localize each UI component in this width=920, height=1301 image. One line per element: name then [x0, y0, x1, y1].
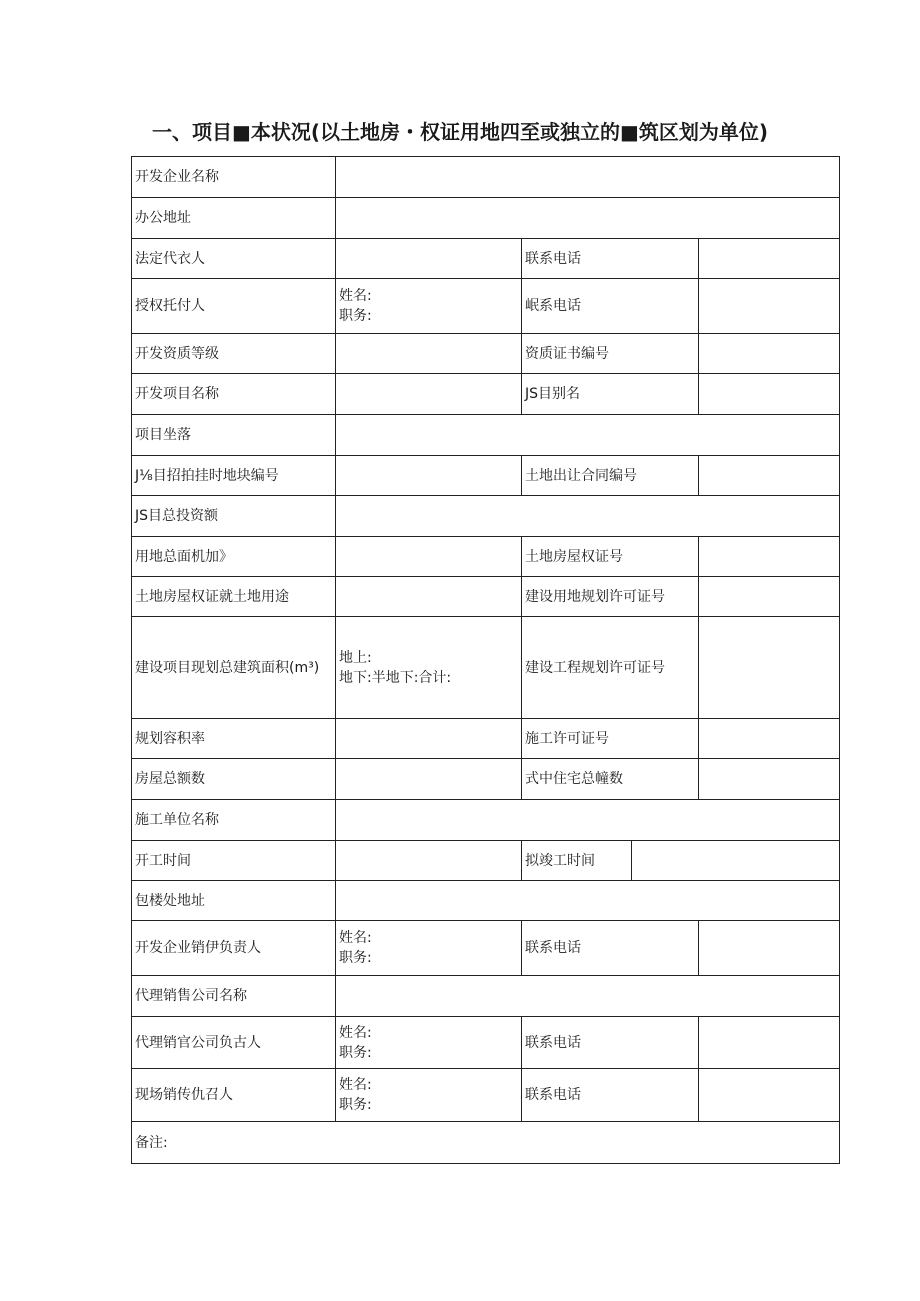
position-label: 职务:: [339, 308, 372, 324]
value-authorized-agent[interactable]: [336, 279, 522, 334]
table-row: [132, 617, 840, 719]
label-completion-date: 拟竣工时间: [522, 841, 632, 881]
name-label: 姓名:: [339, 930, 372, 946]
project-info-form: [131, 156, 840, 1164]
value-qualification-level[interactable]: [336, 334, 522, 374]
label-project-location: 项目坐落: [132, 415, 336, 456]
value-legal-rep[interactable]: [336, 239, 522, 279]
label-legal-rep: 法定代衣人: [132, 239, 336, 279]
label-project-alias: JS目别名: [522, 374, 699, 415]
table-row: [132, 456, 840, 496]
value-qualification-cert-no[interactable]: [699, 334, 840, 374]
table-row: [132, 881, 840, 921]
value-developer-name[interactable]: [336, 157, 840, 198]
value-agency-name[interactable]: [336, 976, 840, 1017]
area-above-label: 地上:: [339, 649, 372, 666]
value-site-sales-phone[interactable]: [699, 1069, 840, 1122]
table-row: [132, 841, 840, 881]
label-land-contract-no: 土地出让合同编号: [522, 456, 699, 496]
label-developer-name: 开发企业名称: [132, 157, 336, 198]
name-label: 姓名:: [339, 1024, 372, 1041]
label-contractor-name: 施工单位名称: [132, 800, 336, 841]
label-office-address: 办公地址: [132, 198, 336, 239]
value-land-planning-permit[interactable]: [699, 577, 840, 617]
value-legal-rep-phone[interactable]: [699, 239, 840, 279]
label-total-houses: 房屋总额数: [132, 759, 336, 800]
value-sales-head[interactable]: [336, 921, 522, 976]
label-site-sales-phone: 联系电话: [522, 1069, 699, 1122]
value-residential-buildings[interactable]: [699, 759, 840, 800]
label-start-date: 开工时间: [132, 841, 336, 881]
label-project-name: 开发项目名称: [132, 374, 336, 415]
label-agency-head: 代理销官公司负古人: [132, 1017, 336, 1069]
value-completion-date[interactable]: [632, 841, 840, 881]
value-plot-ratio[interactable]: [336, 719, 522, 759]
table-row: [132, 157, 840, 198]
table-row: [132, 374, 840, 415]
name-label: 姓名:: [339, 288, 372, 304]
table-row: [132, 239, 840, 279]
table-row: [132, 1122, 840, 1164]
value-site-sales-convener[interactable]: [336, 1069, 522, 1122]
name-label: 姓名:: [339, 1077, 372, 1093]
table-row: [132, 334, 840, 374]
label-project-planning-permit: 建设工程规划许可证号: [522, 617, 699, 719]
label-land-cert-no: 土地房屋权证号: [522, 537, 699, 577]
label-sales-head-phone: 联系电话: [522, 921, 699, 976]
value-agent-phone[interactable]: [699, 279, 840, 334]
value-total-houses[interactable]: [336, 759, 522, 800]
value-project-planning-permit[interactable]: [699, 617, 840, 719]
label-sales-office-address: 包楼处地址: [132, 881, 336, 921]
value-sales-office-address[interactable]: [336, 881, 840, 921]
label-auction-plot-no: J⅛目招拍挂时地块编号: [132, 456, 336, 496]
label-land-use: 土地房屋权证就土地用途: [132, 577, 336, 617]
label-land-planning-permit: 建设用地规划许可证号: [522, 577, 699, 617]
value-land-use[interactable]: [336, 577, 522, 617]
label-plot-ratio: 规划容积率: [132, 719, 336, 759]
value-land-cert-no[interactable]: [699, 537, 840, 577]
table-row: [132, 976, 840, 1017]
table-row: [132, 496, 840, 537]
table-row: [132, 921, 840, 976]
value-project-name[interactable]: [336, 374, 522, 415]
label-total-investment: JS目总投资额: [132, 496, 336, 537]
value-office-address[interactable]: [336, 198, 840, 239]
label-legal-rep-phone: 联系电话: [522, 239, 699, 279]
label-authorized-agent: 授权托付人: [132, 279, 336, 334]
remarks-field[interactable]: 备注:: [132, 1122, 840, 1164]
value-total-floor-area[interactable]: [336, 617, 522, 719]
value-agency-head[interactable]: [336, 1017, 522, 1069]
position-label: 职务:: [339, 1097, 372, 1113]
table-row: [132, 198, 840, 239]
table-row: [132, 537, 840, 577]
position-label: 职务:: [339, 1044, 372, 1061]
label-construction-permit: 施工许可证号: [522, 719, 699, 759]
table-row: [132, 1069, 840, 1122]
value-project-location[interactable]: [336, 415, 840, 456]
table-row: [132, 759, 840, 800]
value-project-alias[interactable]: [699, 374, 840, 415]
value-construction-permit[interactable]: [699, 719, 840, 759]
label-agency-head-phone: 联系电话: [522, 1017, 699, 1069]
area-below-label: 地下:半地下:合计:: [339, 669, 452, 686]
label-agency-name: 代理销售公司名称: [132, 976, 336, 1017]
table-row: [132, 577, 840, 617]
position-label: 职务:: [339, 950, 372, 966]
label-sales-head: 开发企业销伊负责人: [132, 921, 336, 976]
label-site-sales-convener: 现场销传仇召人: [132, 1069, 336, 1122]
table-row: [132, 800, 840, 841]
label-total-land-area: 用地总面机加》: [132, 537, 336, 577]
value-agency-head-phone[interactable]: [699, 1017, 840, 1069]
table-row: [132, 279, 840, 334]
label-residential-buildings: 式中住宅总幢数: [522, 759, 699, 800]
value-contractor-name[interactable]: [336, 800, 840, 841]
page-title: 一、项目■本状况(以土地房・权证用地四至或独立的■筑区划为单位): [151, 120, 769, 144]
table-row: [132, 415, 840, 456]
label-total-floor-area: 建设项目现划总建筑面积(m³): [132, 617, 336, 719]
table-row: [132, 719, 840, 759]
table-row: [132, 1017, 840, 1069]
label-agent-phone: 岷系电话: [522, 279, 699, 334]
label-qualification-level: 开发资质等级: [132, 334, 336, 374]
value-start-date[interactable]: [336, 841, 522, 881]
value-total-land-area[interactable]: [336, 537, 522, 577]
label-qualification-cert-no: 资质证书编号: [522, 334, 699, 374]
value-sales-head-phone[interactable]: [699, 921, 840, 976]
value-auction-plot-no[interactable]: [336, 456, 522, 496]
value-land-contract-no[interactable]: [699, 456, 840, 496]
value-total-investment[interactable]: [336, 496, 840, 537]
